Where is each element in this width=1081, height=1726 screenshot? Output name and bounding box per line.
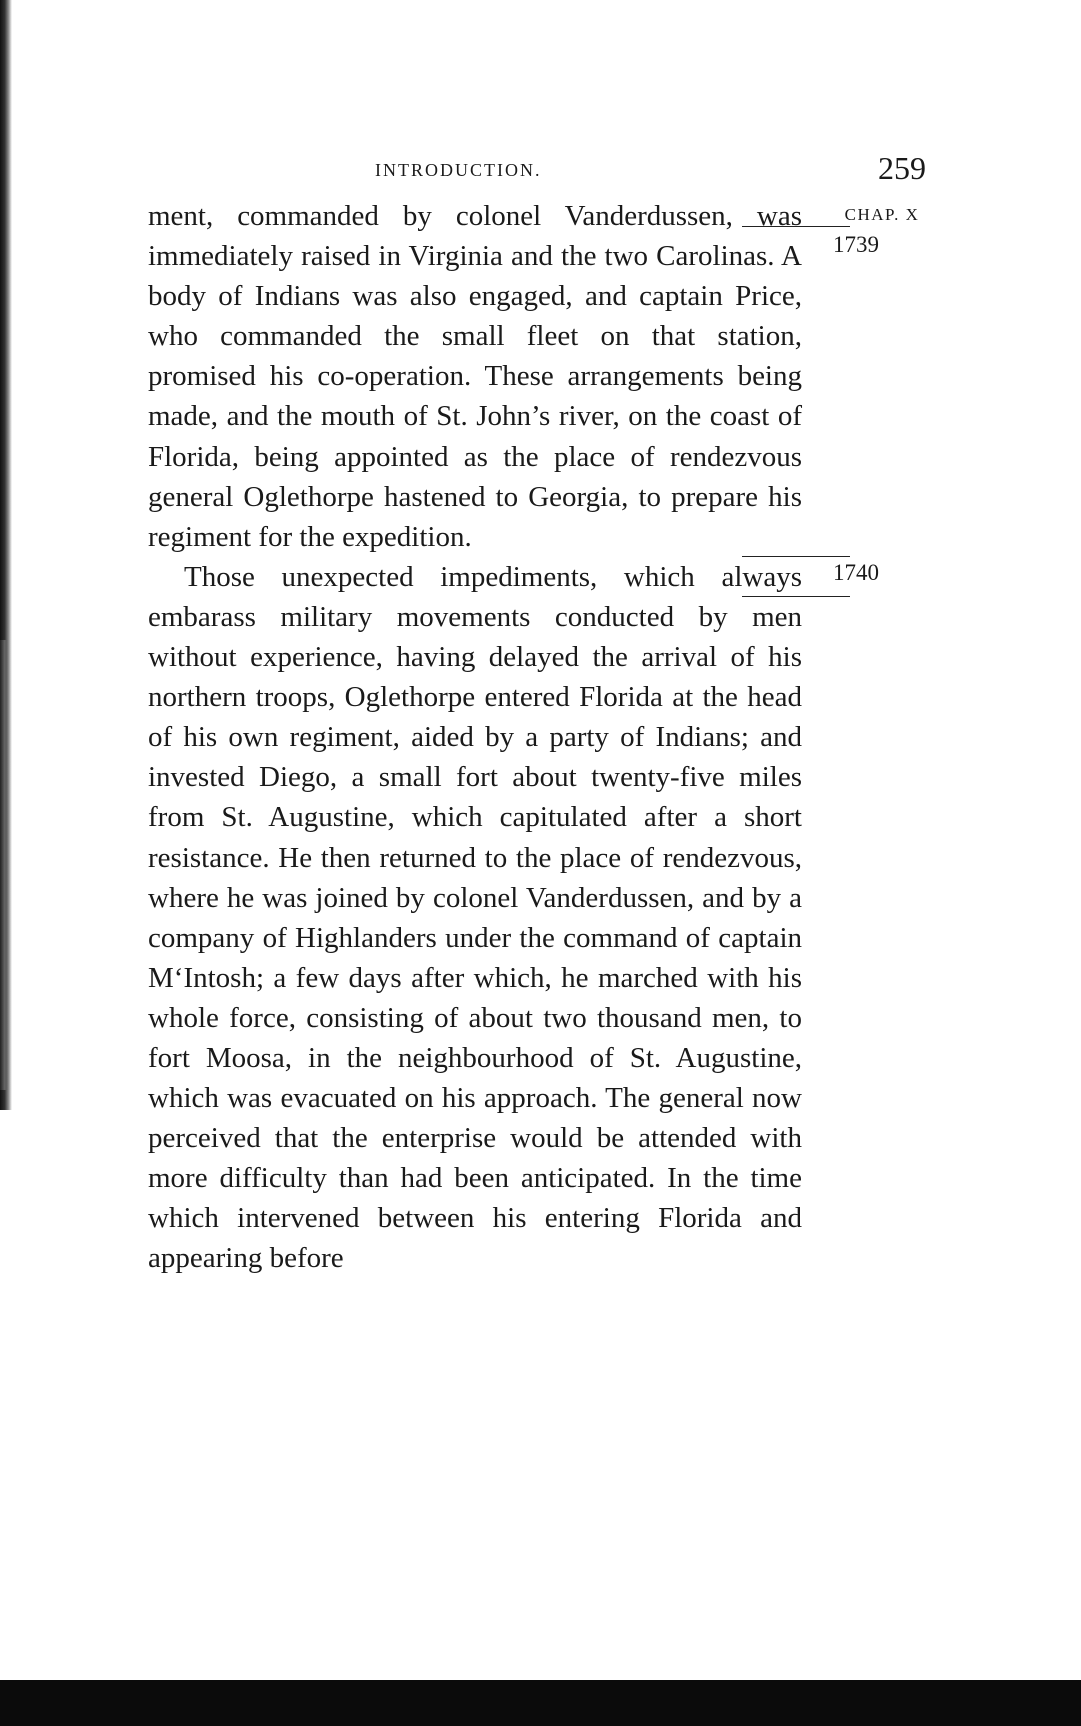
- page-number: 259: [878, 150, 926, 186]
- scan-bottom-band: [0, 1680, 1081, 1726]
- margin-chapter-label: CHAP. X: [844, 205, 920, 224]
- paragraph: ment, commanded by colonel Vanderdussen, was immediately raised in Virginia and the two Carolinas. A body of Indians was also engaged, and captain Price, who commanded the small fleet on that station, promised his co-operation. These arrangements being made, and the mouth of St. John’s river, on the coast of Florida, being appointed as the place of rendezvous general Oglethorpe hastened to Georgia, to prepare his regiment for the expedition.: [148, 200, 802, 553]
- scan-binding-edge-lower: [0, 640, 8, 1090]
- margin-year-1740: 1740: [833, 560, 879, 585]
- margin-year-1739: 1739: [833, 232, 879, 257]
- running-head: INTRODUCTION.: [375, 160, 542, 180]
- paragraph: Those unexpected impediments, which always embarass military movements conducted by men without experience, having delayed the arrival of his northern troops, Oglethorpe entered Florida at the head of his own regiment, aided by a party of Indians; and invested Diego, a small fort about twenty-five miles from St. Augustine, which capitulated after a short resistance. He then returned to the place of rendezvous, where he was joined by colonel Vanderdussen, and by a company of Highlanders under the command of captain M‘Intosh; a few days after which, he marched with his whole force, consisting of about two thousand men, to fort Moosa, in the neighbourhood of St. Augustine, which was evacuated on his approach. The general now perceived that the enterprise would be attended with more difficulty than had been anticipated. In the time which intervened between his entering Florida and appearing before: [148, 560, 802, 1275]
- body-text: [148, 196, 802, 1279]
